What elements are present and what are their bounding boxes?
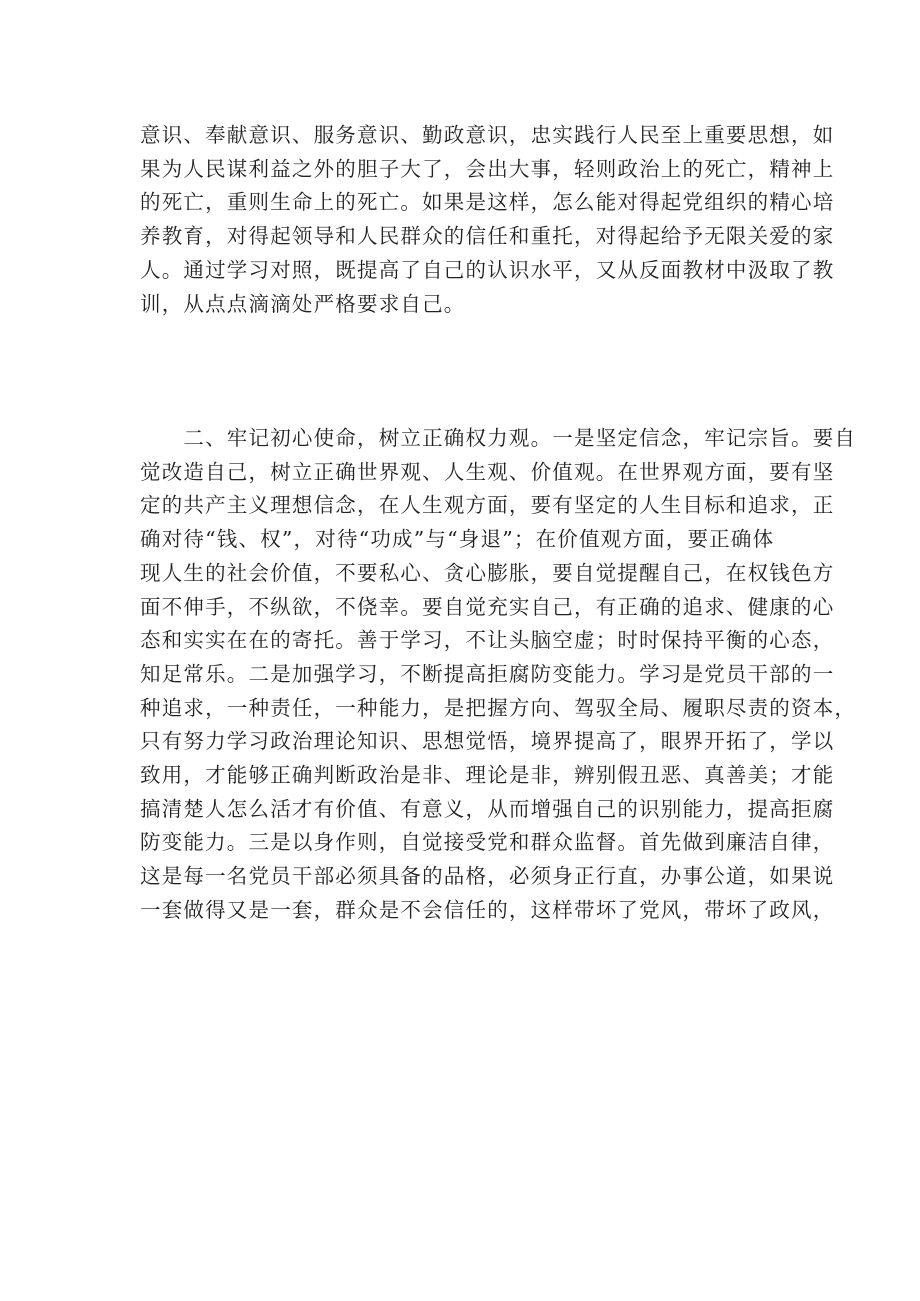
text-line: 训，从点点滴滴处严格要求自己。 bbox=[140, 291, 466, 316]
text-line: 态和实实在在的寄托。善于学习，不让头脑空虚；时时保持平衡的心态， bbox=[140, 628, 835, 653]
text-line: 知足常乐。二是加强学习，不断提高拒腐防变能力。学习是党员干部的一 bbox=[140, 661, 835, 686]
text-line: 面不伸手，不纵欲，不侥幸。要自觉充实自己，有正确的追求、健康的心 bbox=[140, 594, 835, 619]
text-line: 意识、奉献意识、服务意识、勤政意识，忠实践行人民至上重要思想，如 bbox=[140, 123, 835, 147]
text-line: 觉改造自己，树立正确世界观、人生观、价值观。在世界观方面，要有坚 bbox=[140, 459, 835, 484]
text-line: 搞清楚人怎么活才有价值、有意义，从而增强自己的识别能力，提高拒腐 bbox=[140, 796, 835, 821]
text-line: 的死亡，重则生命上的死亡。如果是这样，怎么能对得起党组织的精心培 bbox=[140, 190, 835, 215]
text-line: 致用，才能够正确判断政治是非、理论是非，辨别假丑恶、真善美；才能 bbox=[140, 763, 835, 788]
text-line: 二、牢记初心使命，树立正确权力观。一是坚定信念，牢记宗旨。要自 bbox=[140, 426, 857, 450]
paragraph-1 bbox=[140, 119, 835, 321]
text-line: 果为人民谋利益之外的胆子大了，会出大事，轻则政治上的死亡，精神上 bbox=[140, 156, 835, 181]
text-line: 防变能力。三是以身作则，自觉接受党和群众监督。首先做到廉洁自律， bbox=[140, 830, 835, 855]
text-line: 一套做得又是一套，群众是不会信任的，这样带坏了党风，带坏了政风， bbox=[140, 897, 835, 922]
text-line: 确对待“钱、权”，对待“功成”与“身退”；在价值观方面，要正确体 bbox=[140, 527, 775, 552]
text-line: 只有努力学习政治理论知识、思想觉悟，境界提高了，眼界开拓了，学以 bbox=[140, 729, 835, 754]
text-line: 种追求，一种责任，一种能力，是把握方向、驾驭全局、履职尽责的资本， bbox=[140, 695, 857, 720]
text-line: 人。通过学习对照，既提高了自己的认识水平，又从反面教材中汲取了教 bbox=[140, 257, 835, 282]
text-line: 定的共产主义理想信念，在人生观方面，要有坚定的人生目标和追求，正 bbox=[140, 493, 835, 518]
text-line: 现人生的社会价值，不要私心、贪心膨胀，要自觉提醒自己，在权钱色方 bbox=[140, 560, 835, 585]
text-line: 养教育，对得起领导和人民群众的信任和重托，对得起给予无限关爱的家 bbox=[140, 224, 835, 249]
paragraph-2 bbox=[140, 422, 857, 928]
text-line: 这是每一名党员干部必须具备的品格，必须身正行直，办事公道，如果说 bbox=[140, 864, 835, 889]
